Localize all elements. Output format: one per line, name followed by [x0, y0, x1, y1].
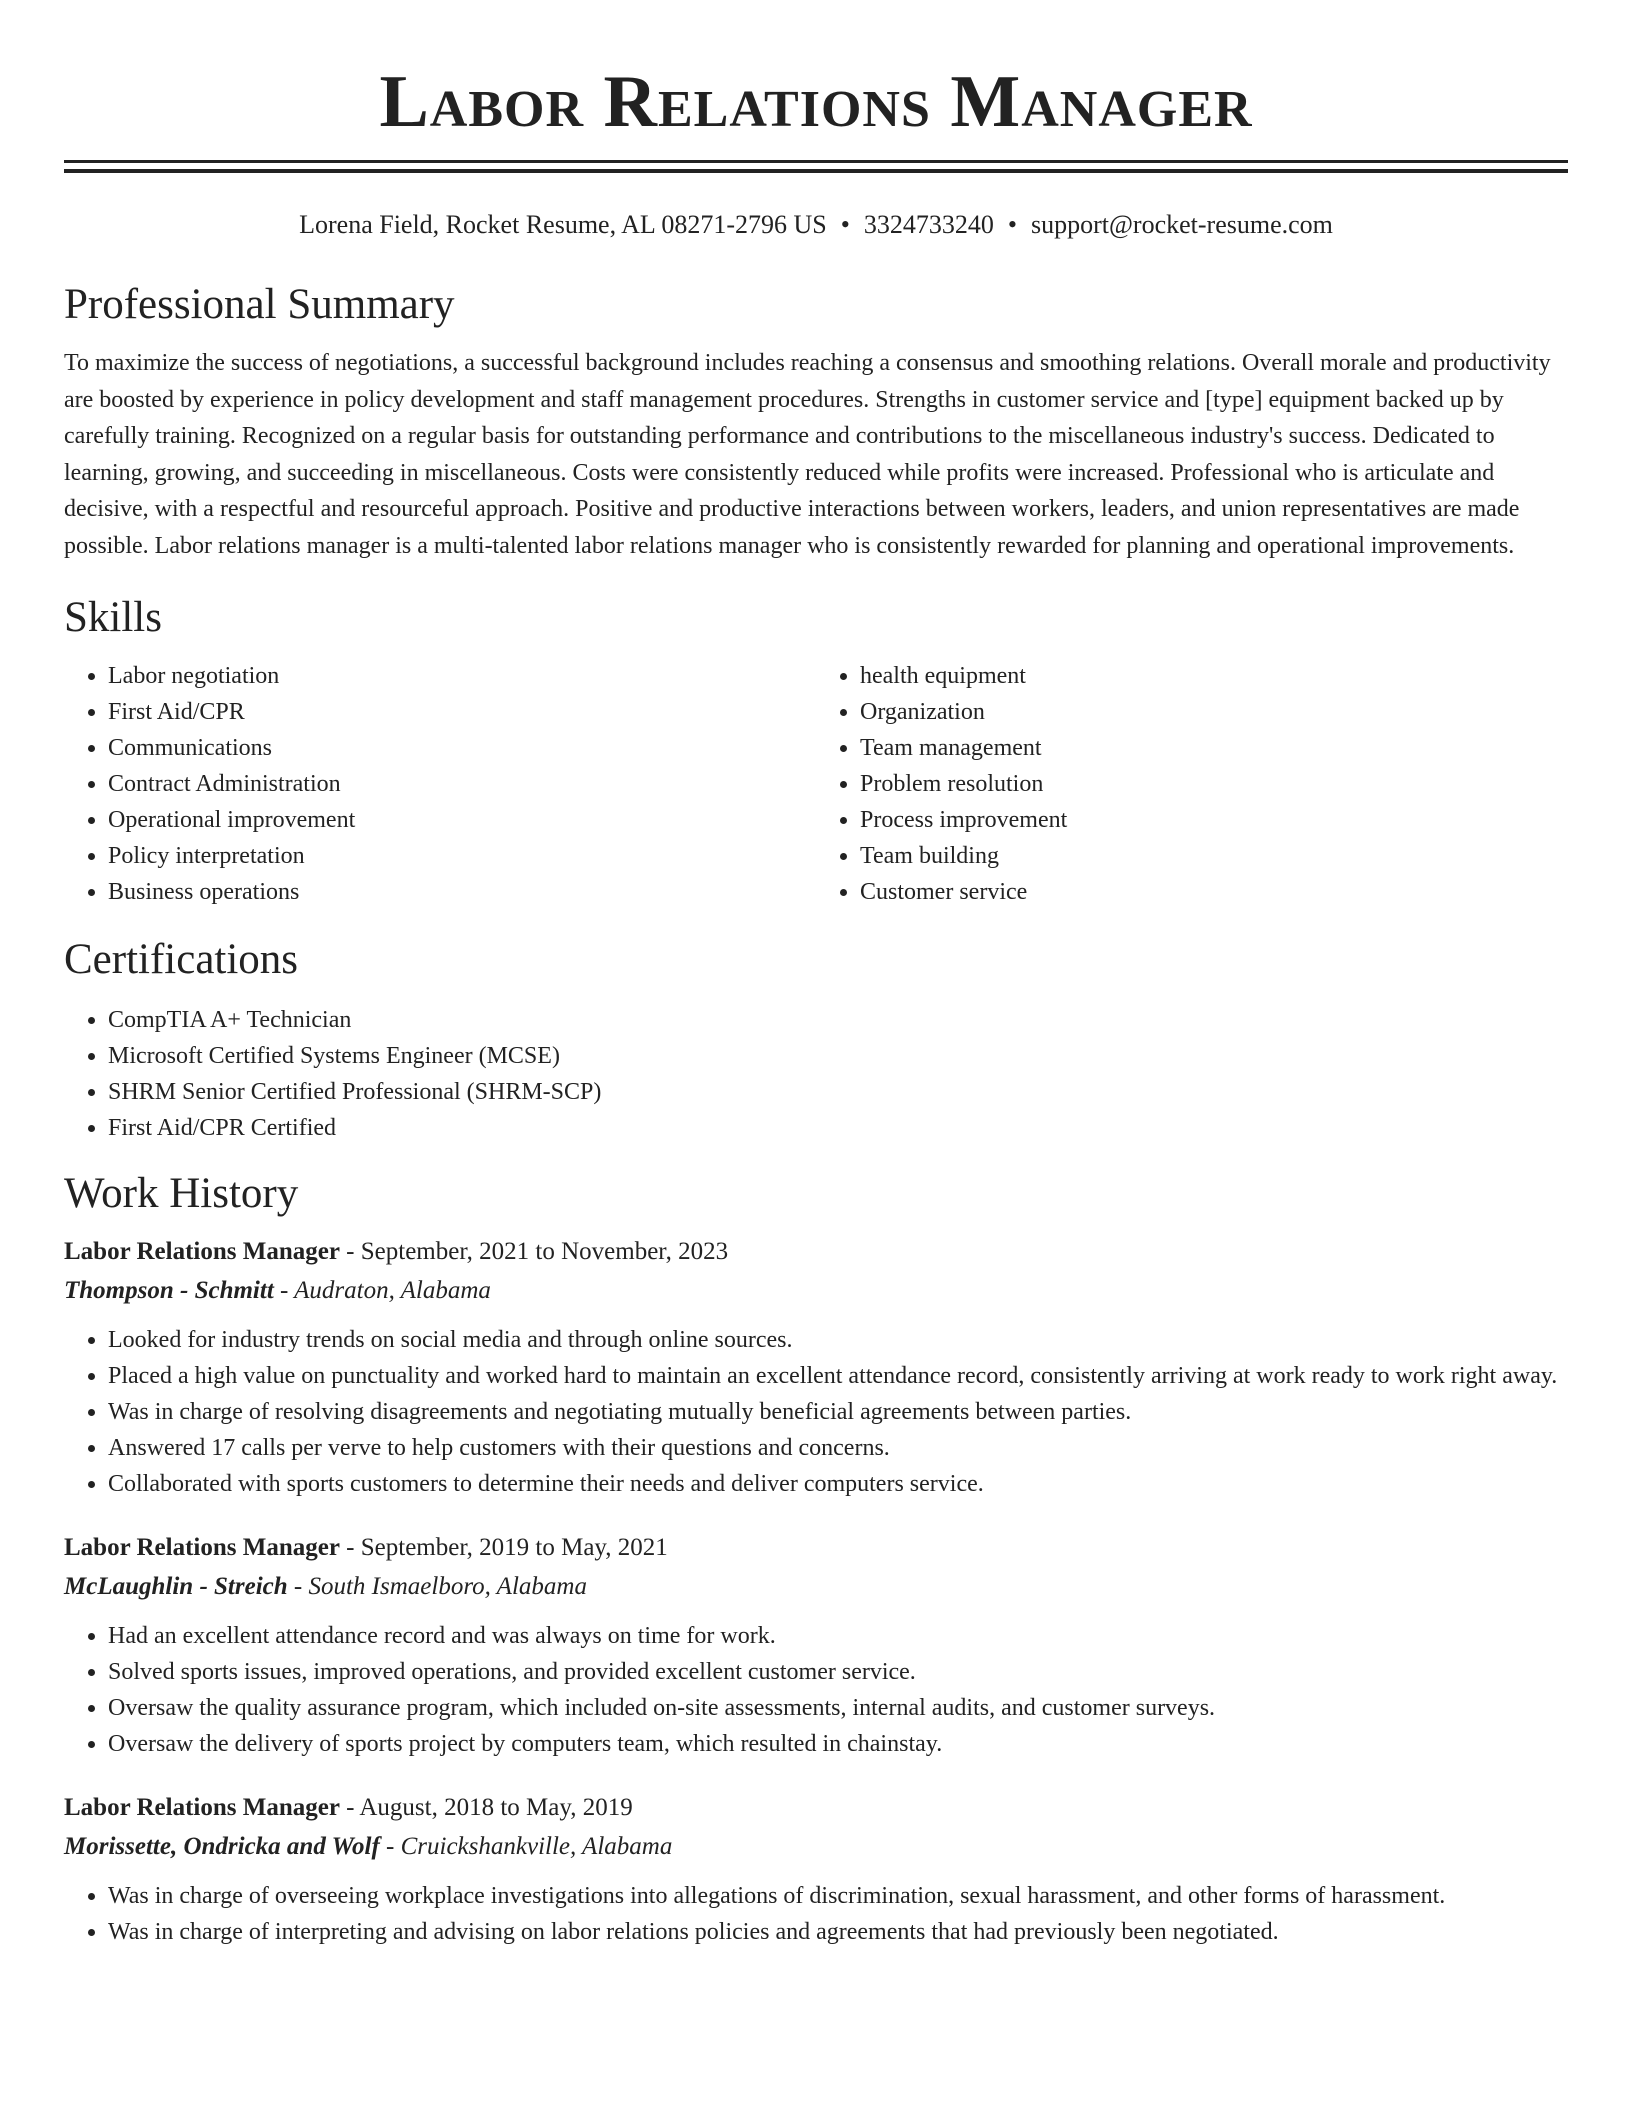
skill-item: • Operational improvement [108, 802, 816, 838]
job-location: - Cruickshankville, Alabama [379, 1833, 673, 1860]
work-history-heading: Work History [64, 1170, 299, 1217]
job-bullets [64, 1322, 1568, 1502]
skills-heading: Skills [64, 594, 162, 641]
skill-item: • Team management [860, 730, 1568, 766]
job-company: McLaughlin - Streich [64, 1573, 288, 1600]
job-company-line [64, 1827, 1568, 1866]
skill-item: • Team building [860, 838, 1568, 874]
job-bullets [64, 1878, 1568, 1950]
job-bullet: • Was in charge of interpreting and advising on labor relations policies and agreements that had previously been negotiated. [108, 1914, 1568, 1950]
contact-line [64, 209, 1568, 241]
skill-item: • Process improvement [860, 802, 1568, 838]
job-header [64, 1232, 1568, 1271]
summary-text: To maximize the success of negotiations, a successful background includes reaching a consensus and smoothing relations. Overall morale and productivity are boosted by experience in policy development and staff management procedures. Strengths in customer service and [type] equipment backed up by carefully training. Recognized on a regular basis for outstanding performance and contributions to the miscellaneous industry's success. Dedicated to learning, growing, and succeeding in miscellaneous. Costs were consistently reduced while profits were increased. Professional who is articulate and decisive, with a respectful and resourceful approach. Positive and productive interactions between workers, leaders, and union representatives are made possible. Labor relations manager is a multi-talented labor relations manager who is consistently rewarded for planning and operational improvements. [64, 350, 1551, 559]
job-entry [64, 1232, 1568, 1502]
job-company: Thompson - Schmitt [64, 1277, 274, 1304]
job-header [64, 1528, 1568, 1567]
job-bullet: • Oversaw the quality assurance program, which included on-site assessments, internal audits, and customer surveys. [108, 1690, 1568, 1726]
certifications-heading: Certifications [64, 936, 299, 983]
skill-item: • Communications [108, 730, 816, 766]
job-dates: - August, 2018 to May, 2019 [339, 1794, 633, 1821]
resume-title: Labor Relations Manager [379, 61, 1253, 143]
skill-item: • Organization [860, 694, 1568, 730]
skills-columns [64, 658, 1568, 910]
certification-item: • First Aid/CPR Certified [108, 1110, 1568, 1146]
job-company: Morissette, Ondricka and Wolf [64, 1833, 380, 1860]
job-bullet: • Solved sports issues, improved operations, and provided excellent customer service. [108, 1654, 1568, 1690]
contact-separator: • [840, 210, 850, 239]
contact-email: support@rocket-resume.com [1030, 210, 1333, 239]
job-entry [64, 1788, 1568, 1950]
title-divider-top [64, 160, 1568, 163]
resume-page [64, 0, 1568, 1950]
job-bullet: • Collaborated with sports customers to determine their needs and deliver computers service. [108, 1466, 1568, 1502]
job-title: Labor Relations Manager [64, 1238, 340, 1265]
skill-item: • Customer service [860, 874, 1568, 910]
job-title: Labor Relations Manager [64, 1794, 340, 1821]
job-bullet: • Oversaw the delivery of sports project by computers team, which resulted in chainstay. [108, 1726, 1568, 1762]
job-title: Labor Relations Manager [64, 1534, 340, 1561]
job-bullet: • Had an excellent attendance record and was always on time for work. [108, 1618, 1568, 1654]
certifications-list [64, 1002, 1568, 1146]
summary-heading: Professional Summary [64, 281, 455, 328]
certification-item: • SHRM Senior Certified Professional (SHRM-SCP) [108, 1074, 1568, 1110]
contact-phone: 3324733240 [863, 210, 994, 239]
job-location: - Audraton, Alabama [273, 1277, 491, 1304]
job-company-line [64, 1567, 1568, 1606]
job-bullet: • Answered 17 calls per verve to help customers with their questions and concerns. [108, 1430, 1568, 1466]
skill-item: • Business operations [108, 874, 816, 910]
skill-item: • Policy interpretation [108, 838, 816, 874]
skill-item: • health equipment [860, 658, 1568, 694]
certification-item: • CompTIA A+ Technician [108, 1002, 1568, 1038]
certification-item: • Microsoft Certified Systems Engineer (MCSE) [108, 1038, 1568, 1074]
job-bullets [64, 1618, 1568, 1762]
job-header [64, 1788, 1568, 1827]
job-company-line [64, 1271, 1568, 1310]
contact-address: Lorena Field, Rocket Resume, AL 08271-2796 US [299, 210, 827, 239]
job-bullet: • Placed a high value on punctuality and worked hard to maintain an excellent attendance record, consistently arriving at work ready to work right away. [108, 1358, 1568, 1394]
job-entry [64, 1528, 1568, 1762]
skills-list-left [64, 658, 816, 910]
job-bullet: • Was in charge of overseeing workplace investigations into allegations of discrimination, sexual harassment, and other forms of harassment. [108, 1878, 1568, 1914]
skills-list-right [816, 658, 1568, 910]
title-divider-bottom [64, 169, 1568, 173]
skill-item: • Problem resolution [860, 766, 1568, 802]
job-dates: - September, 2021 to November, 2023 [339, 1238, 729, 1265]
job-bullet: • Looked for industry trends on social media and through online sources. [108, 1322, 1568, 1358]
skill-item: • First Aid/CPR [108, 694, 816, 730]
job-bullet: • Was in charge of resolving disagreements and negotiating mutually beneficial agreements between parties. [108, 1394, 1568, 1430]
skill-item: • Labor negotiation [108, 658, 816, 694]
contact-separator: • [1007, 210, 1017, 239]
job-location: - South Ismaelboro, Alabama [287, 1573, 587, 1600]
job-dates: - September, 2019 to May, 2021 [339, 1534, 668, 1561]
skill-item: • Contract Administration [108, 766, 816, 802]
